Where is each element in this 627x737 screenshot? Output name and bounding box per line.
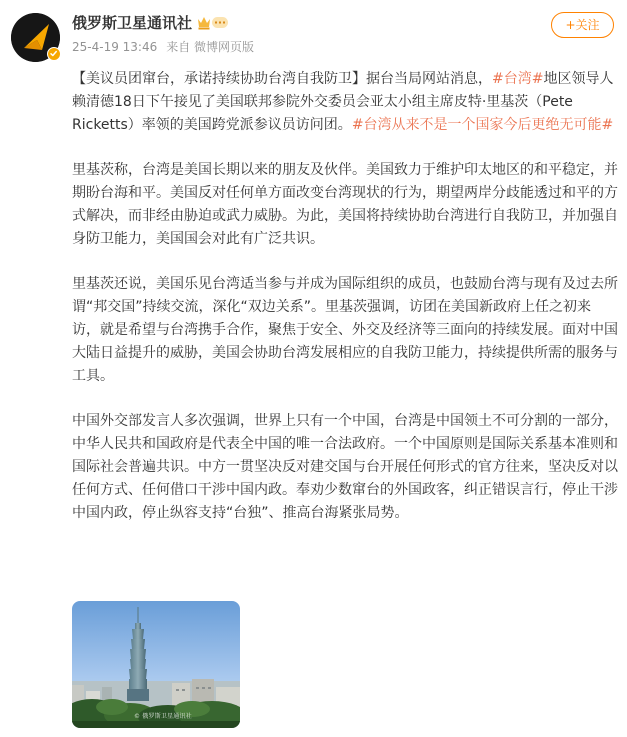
crown-vip-icon[interactable] (196, 14, 230, 31)
verified-badge-icon (47, 47, 61, 61)
user-name[interactable]: 俄罗斯卫星通讯社 (72, 14, 193, 32)
post-paragraph-1 (72, 68, 618, 137)
post-paragraph-3: 里基茨还说，美国乐见台湾适当参与并成为国际组织的成员，也鼓励台湾与现有及过去所谓“邦交国”持续交流，深化“双边关系”。里基茨强调，访团在美国新政府上任之初来访，就是希望与台湾携手合作，聚焦于安全、外交及经济等三面向的持续发展。面对中国大陆日益提升的威胁，美国会协助台湾发展相应的自我防卫能力，持续提供所需的服务与工具。 (72, 276, 618, 384)
post-lead-text: 【美议员团窜台，承诺持续协助台湾自我防卫】据台当局网站消息， (72, 71, 492, 87)
follow-button[interactable]: +关注 (551, 12, 614, 38)
post-meta (72, 39, 263, 55)
taipei-101-skyline-photo (72, 601, 240, 728)
post-body-text: 地区领导人赖清德18日下午接见了美国联邦参院外交委员会亚太小组主席皮特·里基茨（Pete Ricketts）率领的美国跨党派参议员访问团。 (72, 71, 614, 133)
hashtag-taiwan[interactable]: #台湾# (492, 71, 544, 87)
post-image-thumbnail[interactable] (72, 601, 240, 728)
post-paragraph-4: 中国外交部发言人多次强调，世界上只有一个中国，台湾是中国领土不可分割的一部分，中华人民共和国政府是代表全中国的唯一合法政府。一个中国原则是国际关系基本准则和国际社会普遍共识。中方一贯坚决反对建交国与台开展任何形式的官方往来，坚决反对以任何方式、任何借口干涉中国内政。奉劝少数窜台的外国政客，纠正错误言行，停止干涉中国内政，停止纵容支持“台独”、推高台海紧张局势。 (72, 413, 618, 521)
image-watermark: © 俄罗斯卫星通讯社 (134, 713, 192, 720)
post-header (0, 0, 627, 64)
hashtag-taiwan-never-a-country[interactable]: #台湾从来不是一个国家今后更绝无可能# (351, 117, 614, 133)
post-source: 来自 微博网页版 (166, 40, 255, 54)
post-paragraph-2: 里基茨称，台湾是美国长期以来的朋友及伙伴。美国致力于维护印太地区的和平稳定，并期盼台海和平。美国反对任何单方面改变台湾现状的行为，期望两岸分歧能透过和平的方式解决，而非经由胁迫或武力威胁。为此，美国将持续协助台湾进行自我防卫，并加强自身防卫能力，美国国会对此有广泛共识。 (72, 162, 618, 247)
post-timestamp[interactable]: 25-4-19 13:46 (72, 40, 158, 54)
post-body (72, 68, 618, 547)
